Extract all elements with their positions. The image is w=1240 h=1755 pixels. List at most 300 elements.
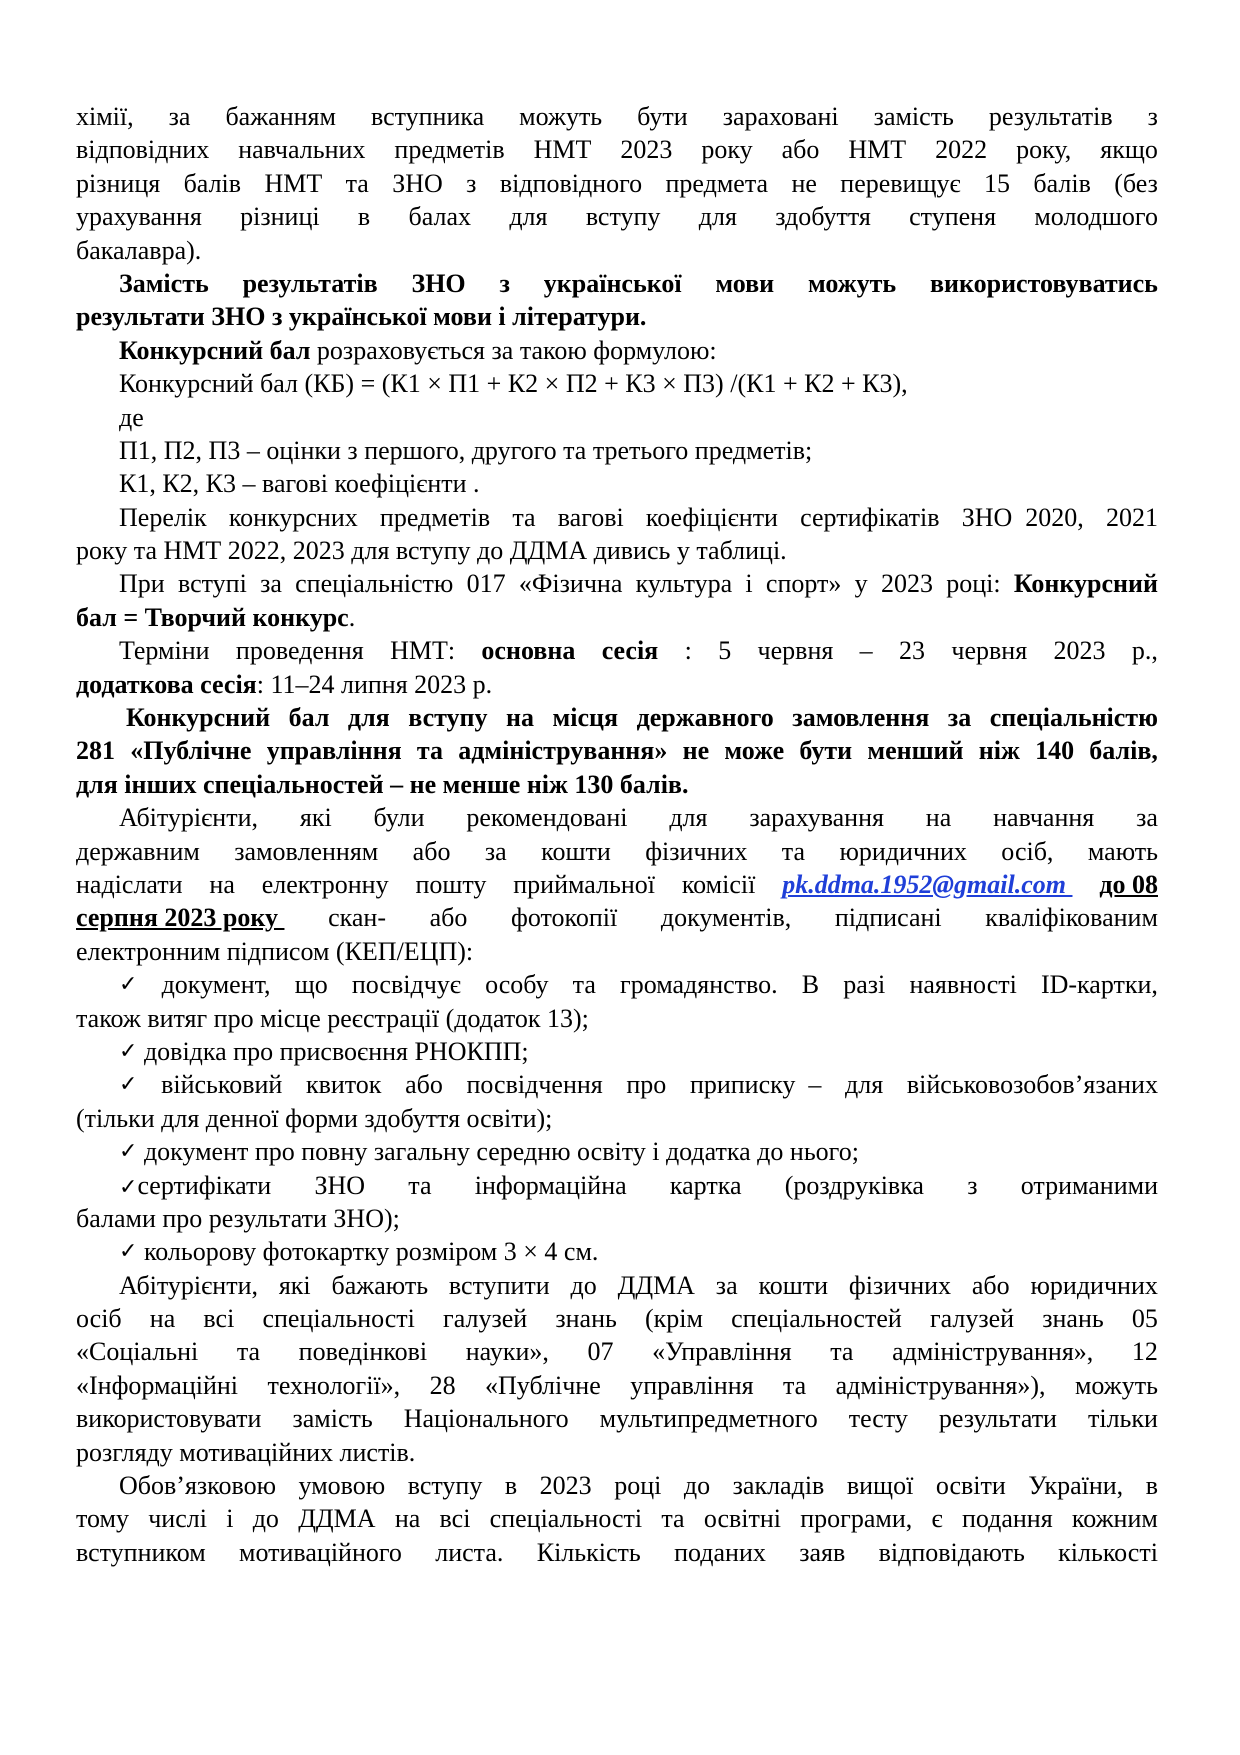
word: ЗНО bbox=[392, 168, 443, 198]
word: 05 bbox=[1131, 1304, 1158, 1334]
word: предмета bbox=[665, 168, 769, 198]
word: менший bbox=[867, 736, 964, 766]
word: комісії bbox=[681, 869, 756, 899]
word: замовлення bbox=[792, 703, 930, 733]
text-line bbox=[76, 1135, 1158, 1168]
word: підписані bbox=[834, 903, 942, 933]
text-line bbox=[76, 267, 1158, 300]
text-line bbox=[76, 133, 1158, 166]
word: 281 bbox=[76, 736, 115, 766]
word: та bbox=[345, 168, 369, 198]
text-line bbox=[76, 1369, 1158, 1402]
word: року, bbox=[1016, 135, 1072, 165]
word: також витяг про місце реєстрації (додаток 13); bbox=[76, 1003, 589, 1033]
word: фізичних bbox=[645, 836, 748, 866]
word: «Управління bbox=[652, 1337, 792, 1367]
word: використовувати bbox=[76, 1404, 262, 1434]
checkmark-icon: ✓ bbox=[119, 1038, 138, 1064]
word: отриманими bbox=[1020, 1170, 1158, 1200]
word: та bbox=[781, 836, 806, 866]
word: разі bbox=[843, 970, 886, 1000]
word: розгляду мотиваційних листів. bbox=[76, 1437, 416, 1467]
word: сертифікатів bbox=[800, 502, 940, 532]
word: бал = Творчий конкурс bbox=[76, 602, 349, 632]
word: адміністрування», bbox=[892, 1337, 1094, 1367]
word: 2022 bbox=[935, 135, 988, 165]
text-line bbox=[76, 701, 1158, 734]
word: «Публічне bbox=[130, 736, 252, 766]
word: ID-картки, bbox=[1040, 970, 1158, 1000]
word: заяв bbox=[799, 1537, 846, 1567]
word: кошти bbox=[541, 836, 611, 866]
checkmark-icon: ✓ bbox=[119, 1174, 138, 1200]
word: адміністрування» bbox=[458, 736, 668, 766]
word: приписку – bbox=[689, 1070, 822, 1100]
text-line bbox=[76, 401, 1158, 434]
word: галузей bbox=[443, 1304, 528, 1334]
word: знань bbox=[1042, 1304, 1104, 1334]
word: програми, bbox=[800, 1504, 913, 1534]
text-line bbox=[76, 901, 1158, 934]
word: конкурсних bbox=[228, 502, 358, 532]
word: для bbox=[669, 803, 708, 833]
word: предметів bbox=[379, 502, 491, 532]
word: кошти bbox=[758, 1270, 829, 1300]
text-line bbox=[76, 601, 1158, 634]
word: умовою bbox=[298, 1471, 386, 1501]
word: р., bbox=[1131, 636, 1158, 666]
word: 23 bbox=[899, 636, 926, 666]
word: молодшого bbox=[1034, 202, 1158, 232]
word: Абітурієнти, bbox=[119, 1270, 259, 1300]
word: навчальних bbox=[238, 135, 366, 165]
word: осіб, bbox=[1001, 836, 1054, 866]
word: 140 bbox=[1035, 736, 1075, 766]
word: за bbox=[947, 703, 972, 733]
word: подання bbox=[961, 1504, 1053, 1534]
word: всі bbox=[203, 1304, 235, 1334]
word: не bbox=[682, 736, 710, 766]
word: навчання bbox=[993, 803, 1095, 833]
word: 07 bbox=[587, 1337, 614, 1367]
word: особу bbox=[485, 970, 549, 1000]
word: бажанням bbox=[225, 102, 336, 131]
word: не bbox=[791, 168, 817, 198]
word: кольорову фотокартку розміром 3 × 4 см. bbox=[137, 1237, 599, 1267]
word: році bbox=[614, 1471, 662, 1501]
word: НМТ: bbox=[390, 636, 456, 666]
word: 2023 bbox=[539, 1471, 592, 1501]
word: науки», bbox=[465, 1337, 549, 1367]
word: або bbox=[405, 1070, 443, 1100]
word: скан- bbox=[328, 903, 386, 933]
word: до bbox=[570, 1270, 597, 1300]
word: предметів bbox=[394, 135, 505, 165]
word: 017 bbox=[466, 569, 506, 599]
word: Конкурсний bbox=[1013, 569, 1158, 599]
word: військовозобов’язаних bbox=[906, 1070, 1158, 1100]
word: Абітурієнти, bbox=[119, 803, 259, 833]
word: в bbox=[357, 202, 371, 232]
word: громадянство. bbox=[620, 970, 778, 1000]
word: для bbox=[845, 1070, 884, 1100]
word: К1, К2, К3 – вагові коефіцієнти . bbox=[119, 469, 480, 499]
text-line bbox=[76, 968, 1158, 1001]
text-line bbox=[76, 668, 1158, 701]
word: вищої bbox=[846, 1471, 914, 1501]
word: фізичних bbox=[848, 1270, 952, 1300]
word: і bbox=[745, 569, 753, 599]
word: П1, П2, П3 – оцінки з першого, другого та третього предметів; bbox=[119, 435, 813, 465]
text-line bbox=[76, 634, 1158, 667]
word: сесія bbox=[601, 636, 659, 666]
text-line bbox=[76, 1502, 1158, 1535]
word: року та НМТ 2022, 2023 для вступу до ДДМА дивись у таблиці. bbox=[76, 536, 787, 566]
word: : bbox=[684, 636, 692, 666]
text-line bbox=[76, 367, 1158, 400]
word: Кількість bbox=[536, 1537, 641, 1567]
word: за bbox=[1136, 803, 1158, 833]
word: у bbox=[854, 569, 868, 599]
word: НМТ bbox=[264, 168, 323, 198]
word: рекомендовані bbox=[466, 803, 628, 833]
word: Національного bbox=[403, 1404, 569, 1434]
text-line bbox=[76, 501, 1158, 534]
word: відповідають bbox=[878, 1537, 1025, 1567]
word: та bbox=[416, 736, 444, 766]
word: військовий bbox=[161, 1070, 283, 1100]
word: балах bbox=[408, 202, 472, 232]
text-line bbox=[76, 1335, 1158, 1368]
word: 2023 bbox=[1053, 636, 1106, 666]
text-line bbox=[76, 1102, 1158, 1135]
word: ЗНО bbox=[314, 1170, 366, 1200]
text-line bbox=[76, 567, 1158, 600]
word: за bbox=[484, 836, 507, 866]
word: до bbox=[252, 1504, 279, 1534]
word: тільки bbox=[1087, 1404, 1158, 1434]
email-link[interactable]: pk.ddma.1952@gmail.com bbox=[782, 869, 1073, 899]
word: для bbox=[347, 703, 390, 733]
text-line bbox=[76, 1169, 1158, 1202]
text-line bbox=[76, 835, 1158, 868]
word: замовленням bbox=[234, 836, 379, 866]
word: – bbox=[859, 636, 873, 666]
word: відповідних bbox=[76, 135, 210, 165]
word: (тільки для денної форми здобуття освіти); bbox=[76, 1103, 553, 1133]
word: інформаційна bbox=[474, 1170, 627, 1200]
word: юридичних bbox=[839, 836, 967, 866]
word: вступника bbox=[370, 102, 485, 131]
checkmark-icon: ✓ bbox=[119, 1139, 138, 1165]
word: посвідчення bbox=[466, 1070, 603, 1100]
text-line bbox=[76, 768, 1158, 801]
word: державним bbox=[76, 836, 200, 866]
word: були bbox=[373, 803, 425, 833]
word: році: bbox=[946, 569, 1001, 599]
word: ступеня bbox=[909, 202, 997, 232]
word: замість bbox=[873, 102, 954, 131]
word: 12 bbox=[1131, 1337, 1158, 1367]
document-page bbox=[76, 100, 1158, 1569]
word: бакалавра). bbox=[76, 235, 202, 265]
word: спорт» bbox=[765, 569, 842, 599]
word: ЗНО bbox=[411, 268, 466, 298]
word: та bbox=[661, 1504, 685, 1534]
word: знань bbox=[555, 1304, 617, 1334]
text-line bbox=[76, 734, 1158, 767]
word: для інших спеціальностей – не менше ніж 130 балів. bbox=[76, 769, 689, 799]
word: та bbox=[782, 1370, 807, 1400]
word: Конкурсний bbox=[126, 703, 271, 733]
text-line bbox=[76, 1402, 1158, 1435]
word: В bbox=[801, 970, 820, 1000]
word: приймальної bbox=[513, 869, 656, 899]
word: вступу bbox=[585, 202, 661, 232]
text-line bbox=[76, 868, 1158, 901]
text-line bbox=[76, 1035, 1158, 1068]
word: спеціальності bbox=[262, 1304, 415, 1334]
word: мультипредметного bbox=[599, 1404, 818, 1434]
word: всі bbox=[439, 1504, 471, 1534]
word: документ про повну загальну середню освіту і додатка до нього; bbox=[137, 1137, 859, 1167]
word: (без bbox=[1114, 168, 1158, 198]
word: . bbox=[348, 602, 356, 632]
word: хімії, bbox=[76, 102, 134, 131]
word: електронним підписом (КЕП/ЕЦП): bbox=[76, 936, 474, 966]
word: адміністрування»), bbox=[835, 1370, 1046, 1400]
word: (крім bbox=[645, 1304, 703, 1334]
word: в bbox=[1145, 1471, 1158, 1501]
word: за bbox=[715, 1270, 738, 1300]
word: або bbox=[781, 135, 820, 165]
word: закладів bbox=[732, 1471, 825, 1501]
word: документів, bbox=[660, 903, 792, 933]
word: Замість bbox=[119, 268, 209, 298]
word: можуть bbox=[1074, 1370, 1158, 1400]
word: здобуття bbox=[775, 202, 871, 232]
word: серпня 2023 року bbox=[76, 903, 285, 933]
checkmark-icon: ✓ bbox=[119, 1072, 138, 1098]
word: бути bbox=[637, 102, 688, 131]
word: вступити bbox=[448, 1270, 550, 1300]
text-line bbox=[76, 100, 1158, 133]
word: та bbox=[408, 1170, 432, 1200]
word: різниця bbox=[76, 168, 161, 198]
word: балів bbox=[1033, 168, 1091, 198]
word: основна bbox=[481, 636, 576, 666]
text-line bbox=[76, 1436, 1158, 1469]
word: Терміни bbox=[119, 636, 210, 666]
text-line bbox=[76, 1269, 1158, 1302]
word: «Соціальні bbox=[76, 1337, 199, 1367]
word: які bbox=[278, 1270, 311, 1300]
text-line bbox=[76, 1235, 1158, 1268]
word: вступником bbox=[76, 1537, 206, 1567]
word: результатів bbox=[242, 268, 378, 298]
word: «Інформаційні bbox=[76, 1370, 239, 1400]
text-line bbox=[76, 935, 1158, 968]
word: 28 bbox=[429, 1370, 456, 1400]
word: та bbox=[830, 1337, 854, 1367]
word: : 11–24 липня 2023 р. bbox=[256, 669, 493, 699]
word: року bbox=[701, 135, 753, 165]
word: кількості bbox=[1058, 1537, 1158, 1567]
word: культура bbox=[635, 569, 733, 599]
word: або bbox=[429, 903, 468, 933]
word: на bbox=[149, 1304, 176, 1334]
word: управління bbox=[630, 1370, 754, 1400]
word: в bbox=[504, 1471, 518, 1501]
text-line bbox=[76, 1469, 1158, 1502]
word: тому bbox=[76, 1504, 129, 1534]
word: юридичних bbox=[1030, 1270, 1158, 1300]
word: є bbox=[931, 1504, 943, 1534]
word: державного bbox=[636, 703, 774, 733]
word: або bbox=[971, 1270, 1010, 1300]
word: Конкурсний бал bbox=[119, 335, 311, 365]
word: вступу bbox=[407, 1471, 483, 1501]
word: до bbox=[683, 1471, 711, 1501]
word: відповідного bbox=[499, 168, 643, 198]
word: на bbox=[394, 1504, 421, 1534]
word: України, bbox=[1028, 1471, 1124, 1501]
word: проведення bbox=[235, 636, 364, 666]
word: можуть bbox=[519, 102, 603, 131]
word: і bbox=[226, 1504, 234, 1534]
word: на bbox=[209, 869, 235, 899]
word: використовуватись bbox=[929, 268, 1158, 298]
word: «Фізична bbox=[518, 569, 623, 599]
word: зарахування bbox=[749, 803, 884, 833]
word: наявності bbox=[909, 970, 1017, 1000]
word: пошту bbox=[415, 869, 487, 899]
word: електронну bbox=[261, 869, 389, 899]
word: про bbox=[626, 1070, 667, 1100]
word: НМТ bbox=[848, 135, 907, 165]
text-line bbox=[76, 1202, 1158, 1235]
word: де bbox=[119, 402, 144, 432]
word: та bbox=[572, 970, 596, 1000]
word: вступі bbox=[177, 569, 247, 599]
word: червня bbox=[757, 636, 834, 666]
word: та bbox=[236, 1337, 261, 1367]
word: Перелік bbox=[119, 502, 207, 532]
word: поведінкові bbox=[298, 1337, 428, 1367]
text-line bbox=[76, 534, 1158, 567]
word: бути bbox=[799, 736, 853, 766]
word: червня bbox=[951, 636, 1028, 666]
word: освіти bbox=[935, 1471, 1006, 1501]
text-line bbox=[76, 1002, 1158, 1035]
word: довідка про присвоєння РНОКПП; bbox=[137, 1036, 529, 1066]
word: сертифікати bbox=[137, 1170, 272, 1200]
word: документ, bbox=[161, 970, 271, 1000]
word: Конкурсний бал (КБ) = (К1 × П1 + К2 × П2 + К3 × П3) /(К1 + К2 + К3), bbox=[119, 369, 908, 399]
word: які bbox=[299, 803, 332, 833]
word: до 08 bbox=[1099, 869, 1158, 899]
word: ЗНО 2020, bbox=[961, 502, 1084, 532]
text-line bbox=[76, 334, 1158, 367]
word: вступу bbox=[408, 703, 488, 733]
word: з bbox=[1147, 102, 1158, 131]
word: можуть bbox=[808, 268, 897, 298]
word: НМТ bbox=[533, 135, 592, 165]
word: розраховується за такою формулою: bbox=[310, 335, 717, 365]
word: галузей bbox=[929, 1304, 1015, 1334]
word: 5 bbox=[718, 636, 732, 666]
text-line bbox=[76, 1302, 1158, 1335]
word: результати ЗНО з української мови і літератури. bbox=[76, 302, 647, 332]
text-line bbox=[76, 300, 1158, 333]
word: кваліфікованим bbox=[985, 903, 1158, 933]
word: ДДМА bbox=[617, 1270, 695, 1300]
word: може bbox=[724, 736, 785, 766]
text-line bbox=[76, 167, 1158, 200]
word: балів, bbox=[1089, 736, 1158, 766]
word: балами про результати ЗНО); bbox=[76, 1203, 400, 1233]
text-line bbox=[76, 200, 1158, 233]
checkmark-icon: ✓ bbox=[119, 972, 138, 998]
word: урахування bbox=[76, 202, 202, 232]
text-line bbox=[76, 801, 1158, 834]
word: за bbox=[260, 569, 282, 599]
word: спеціальністю bbox=[295, 569, 454, 599]
word: осіб bbox=[76, 1304, 122, 1334]
text-line bbox=[76, 1068, 1158, 1101]
word: з bbox=[499, 268, 510, 298]
word: технології», bbox=[267, 1370, 401, 1400]
text-line bbox=[76, 434, 1158, 467]
word: 15 bbox=[984, 168, 1011, 198]
word: освітні bbox=[703, 1504, 782, 1534]
word: картка bbox=[669, 1170, 742, 1200]
word: для bbox=[509, 202, 548, 232]
word: листа. bbox=[435, 1537, 504, 1567]
word: При bbox=[119, 569, 165, 599]
word: посвідчує bbox=[351, 970, 461, 1000]
word: зараховані bbox=[722, 102, 839, 131]
word: поданих bbox=[674, 1537, 766, 1567]
word: ДДМА bbox=[298, 1504, 376, 1534]
word: (роздруківка bbox=[784, 1170, 924, 1200]
word: результатів bbox=[988, 102, 1113, 131]
word: за bbox=[168, 102, 191, 131]
word: додаткова сесія bbox=[76, 669, 257, 699]
word: бажають bbox=[331, 1270, 429, 1300]
word: вагові bbox=[557, 502, 624, 532]
word: 2023 bbox=[880, 569, 933, 599]
word: спеціальністю bbox=[989, 703, 1158, 733]
word: замість bbox=[292, 1404, 373, 1434]
word: «Публічне bbox=[485, 1370, 601, 1400]
checklist-item-start bbox=[119, 1169, 271, 1202]
word: для bbox=[698, 202, 737, 232]
word: мають bbox=[1087, 836, 1158, 866]
word: тесту bbox=[848, 1404, 908, 1434]
text-line bbox=[76, 1536, 1158, 1569]
checkmark-icon: ✓ bbox=[119, 1239, 138, 1265]
word: мотиваційного bbox=[239, 1537, 402, 1567]
word: мови bbox=[715, 268, 775, 298]
word: управління bbox=[266, 736, 402, 766]
word: Обов’язковою bbox=[119, 1471, 277, 1501]
word: бал bbox=[288, 703, 330, 733]
word: української bbox=[543, 268, 682, 298]
word: спеціальностей bbox=[731, 1304, 902, 1334]
word: 2021 bbox=[1105, 502, 1158, 532]
word: різниці bbox=[240, 202, 320, 232]
